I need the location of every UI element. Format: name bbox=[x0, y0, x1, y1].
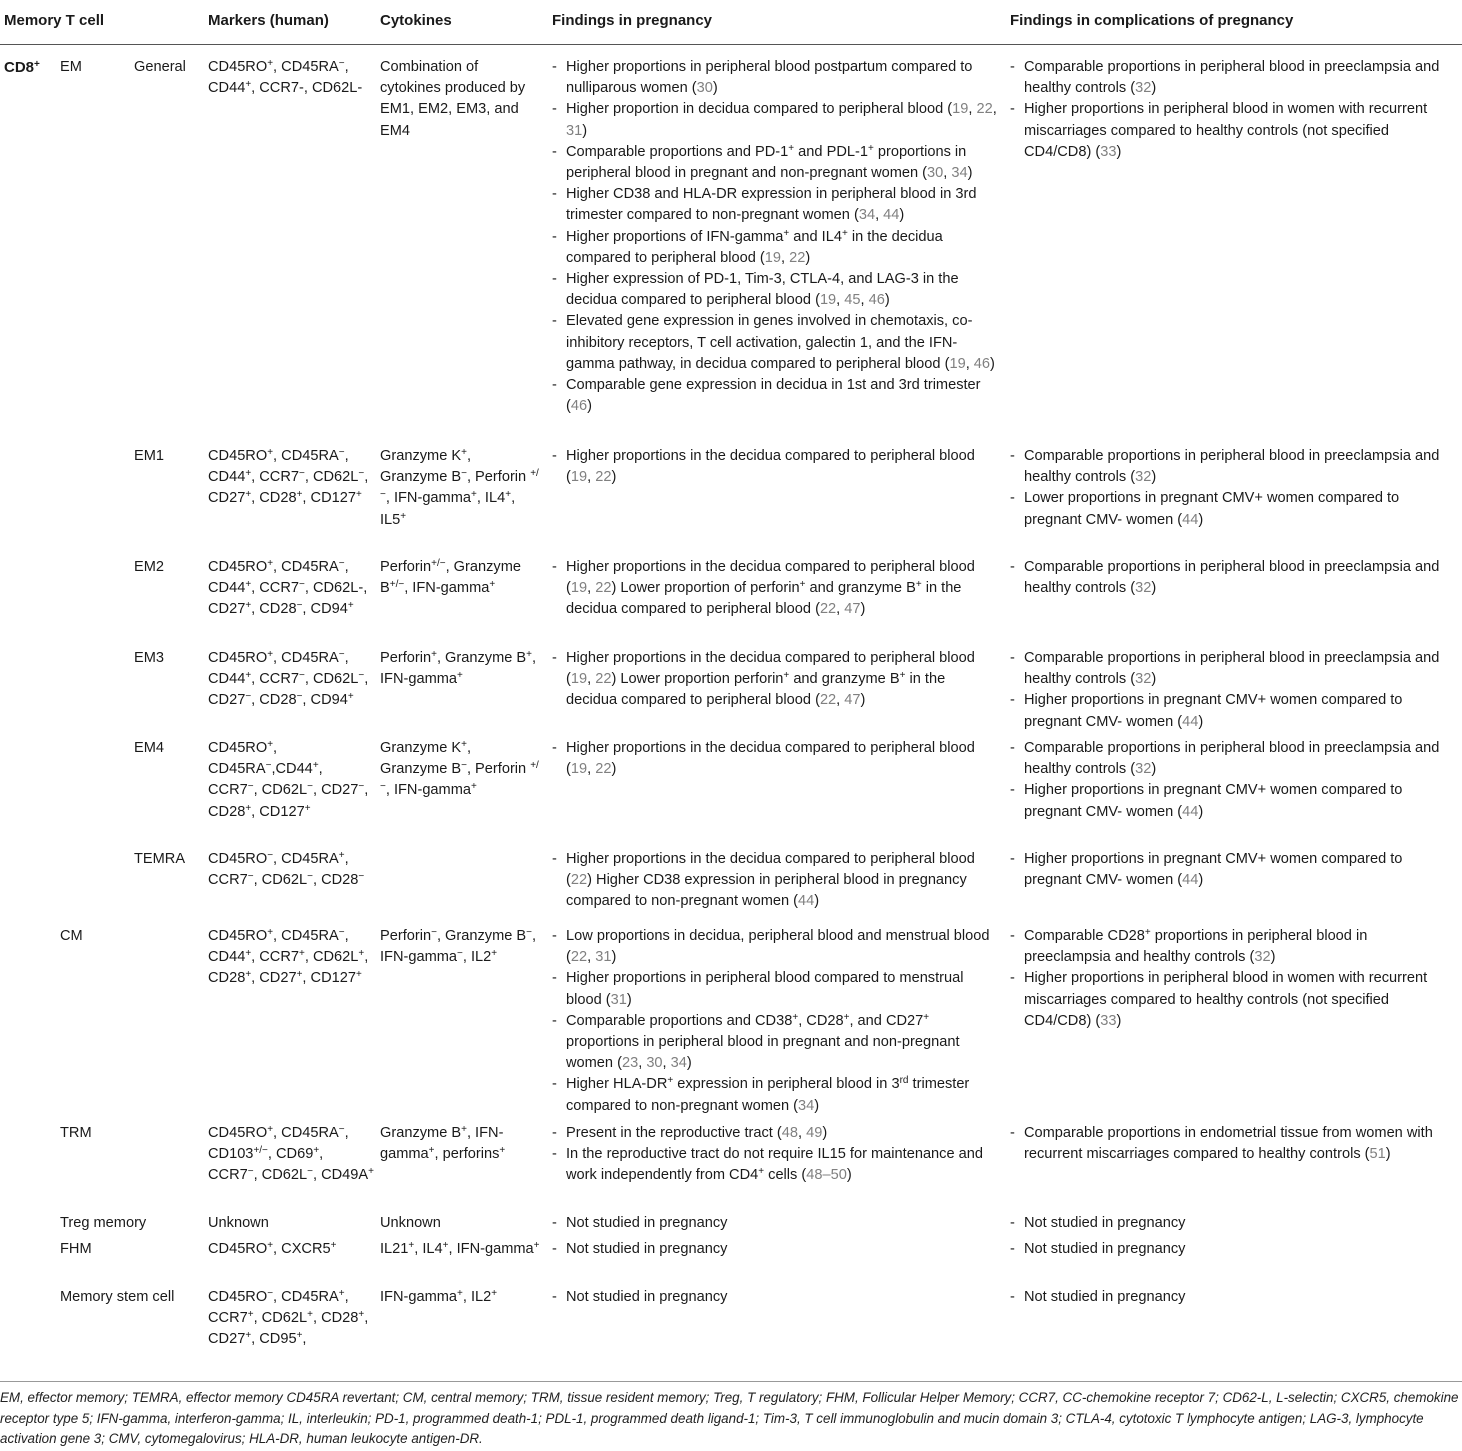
markers-cell: Unknown bbox=[208, 1215, 269, 1231]
finding-item: - Not studied in pregnancy bbox=[1010, 1239, 1458, 1260]
findings-pregnancy-cell bbox=[552, 57, 998, 417]
markers-cell: CD45RO+, CD45RA−, CD44+, CCR7−, CD62L-, CD27+, CD28−, CD94+ bbox=[208, 558, 368, 618]
findings-pregnancy-cell bbox=[552, 1123, 998, 1187]
cytokines-cell: Granzyme B+, IFN-gamma+, perforins+ bbox=[380, 1124, 506, 1163]
markers-cell: CD45RO+, CD45RA−,CD44+, CCR7−, CD62L−, CD27−, CD28+, CD127+ bbox=[208, 739, 369, 820]
table-footnote: EM, effector memory; TEMRA, effector memory CD45RA revertant; CM, central memory; TRM, tissue resident memory; Treg, T regulatory; FHM, Follicular Helper Memory; CCR7, CC-chemokine receptor 7; CD62-L, L-selectin; CXCR5, chemokine receptor type 5; IFN-gamma, interferon-gamma; IL, interleukin; PD-1, programmed death-1; PDL-1, programmed death ligand-1; Tim-3, T cell immunoglobulin and mucin domain 3; CTLA-4, cytotoxic T lymphocyte antigen; LAG-3, lymphocyte activation gene 3; CMV, cytomegalovirus; HLA-DR, human leukocyte antigen-DR. bbox=[0, 1390, 1459, 1446]
findings-complications-cell bbox=[1010, 1239, 1458, 1260]
markers-cell: CD45RO+, CD45RA−, CD103+/−, CD69+, CCR7−, CD62L−, CD49A+ bbox=[208, 1124, 374, 1184]
finding-item: - Comparable proportions in peripheral blood in preeclampsia and healthy controls (32) bbox=[1010, 648, 1458, 690]
finding-item: - Higher HLA-DR+ expression in peripheral blood in 3rd trimester compared to non-pregnant women (34) bbox=[552, 1074, 998, 1116]
finding-item: - Higher proportions in peripheral blood in women with recurrent miscarriages compared to healthy controls (not specified CD4/CD8) (33) bbox=[1010, 99, 1458, 163]
findings-pregnancy-cell bbox=[552, 1287, 998, 1308]
findings-complications-cell bbox=[1010, 57, 1458, 163]
markers-cell: CD45RO−, CD45RA+, CCR7+, CD62L+, CD28+, CD27+, CD95+, bbox=[208, 1288, 369, 1348]
finding-item: - Comparable proportions in peripheral blood in preeclampsia and healthy controls (32) bbox=[1010, 557, 1458, 599]
findings-pregnancy-cell bbox=[552, 446, 998, 488]
cytokines-cell: Granzyme K+, Granzyme B−, Perforin +/−, IFN-gamma+ bbox=[380, 739, 539, 799]
finding-item: - Comparable proportions and PD-1+ and PDL-1+ proportions in peripheral blood in pregnant and non-pregnant women (30, 34) bbox=[552, 142, 998, 184]
findings-complications-cell bbox=[1010, 557, 1458, 599]
subtype-label: General bbox=[134, 59, 186, 75]
cytokines-cell: Perforin+/−, Granzyme B+/−, IFN-gamma+ bbox=[380, 558, 521, 597]
finding-item: - Higher proportions in the decidua compared to peripheral blood (19, 22) Lower proportion perforin+ and granzyme B+ in the decidua compared to peripheral blood (22, 47) bbox=[552, 648, 998, 712]
findings-complications-cell bbox=[1010, 1123, 1458, 1165]
finding-item: - Elevated gene expression in genes involved in chemotaxis, co-inhibitory receptors, T cell activation, galectin 1, and the IFN-gamma pathway, in decidua compared to peripheral blood (19, 46) bbox=[552, 311, 998, 375]
markers-cell: CD45RO+, CD45RA−, CD44+, CCR7+, CD62L+, CD28+, CD27+, CD127+ bbox=[208, 927, 369, 987]
findings-pregnancy-cell bbox=[552, 738, 998, 780]
finding-item: - Higher proportions in the decidua compared to peripheral blood (22) Higher CD38 expression in peripheral blood in pregnancy compared to non-pregnant women (44) bbox=[552, 849, 998, 913]
findings-complications-cell bbox=[1010, 648, 1458, 733]
table-header bbox=[0, 0, 1462, 45]
finding-item: - Higher proportions in the decidua compared to peripheral blood (19, 22) Lower proportion of perforin+ and granzyme B+ in the decidua compared to peripheral blood (22, 47) bbox=[552, 557, 998, 621]
findings-complications-cell bbox=[1010, 1213, 1458, 1234]
finding-item: - Higher proportions in peripheral blood compared to menstrual blood (31) bbox=[552, 968, 998, 1010]
cytokines-cell: IFN-gamma+, IL2+ bbox=[380, 1288, 498, 1305]
cytokines-cell: Combination of cytokines produced by EM1, EM2, EM3, and EM4 bbox=[380, 59, 526, 139]
markers-cell: CD45RO+, CD45RA−, CD44+, CCR7−, CD62L−, CD27−, CD28−, CD94+ bbox=[208, 649, 369, 709]
subtype-label: EM2 bbox=[134, 559, 165, 575]
finding-item: - Comparable proportions and CD38+, CD28+, and CD27+ proportions in peripheral blood in pregnant and non-pregnant women (23, 30, 34) bbox=[552, 1011, 998, 1075]
subset-label: CM bbox=[60, 928, 83, 944]
finding-item: - Higher proportions in the decidua compared to peripheral blood (19, 22) bbox=[552, 446, 998, 488]
finding-item: - Higher proportions in peripheral blood in women with recurrent miscarriages compared to healthy controls (not specified CD4/CD8) (33) bbox=[1010, 968, 1458, 1032]
markers-cell: CD45RO−, CD45RA+, CCR7−, CD62L−, CD28− bbox=[208, 850, 365, 889]
findings-pregnancy-cell bbox=[552, 1213, 998, 1234]
header-findings-complications: Findings in complications of pregnancy bbox=[1010, 12, 1294, 29]
finding-item: - Comparable gene expression in decidua in 1st and 3rd trimester (46) bbox=[552, 375, 998, 417]
finding-item: - Comparable proportions in endometrial tissue from women with recurrent miscarriages compared to healthy controls (51) bbox=[1010, 1123, 1458, 1165]
findings-complications-cell bbox=[1010, 1287, 1458, 1308]
finding-item: - Lower proportions in pregnant CMV+ women compared to pregnant CMV- women (44) bbox=[1010, 488, 1458, 530]
finding-item: - Higher proportions in pregnant CMV+ women compared to pregnant CMV- women (44) bbox=[1010, 690, 1458, 732]
markers-cell: CD45RO+, CXCR5+ bbox=[208, 1240, 337, 1257]
subset-label: FHM bbox=[60, 1241, 92, 1257]
header-cytokines: Cytokines bbox=[380, 12, 452, 29]
finding-item: - Not studied in pregnancy bbox=[1010, 1287, 1458, 1308]
finding-item: - Higher proportions in the decidua compared to peripheral blood (19, 22) bbox=[552, 738, 998, 780]
finding-item: - Higher proportions in pregnant CMV+ women compared to pregnant CMV- women (44) bbox=[1010, 780, 1458, 822]
subset-label: Treg memory bbox=[60, 1215, 147, 1231]
finding-item: - Higher expression of PD-1, Tim-3, CTLA-4, and LAG-3 in the decidua compared to peripheral blood (19, 45, 46) bbox=[552, 269, 998, 311]
findings-complications-cell bbox=[1010, 849, 1458, 891]
cytokines-cell: Perforin−, Granzyme B−, IFN-gamma−, IL2+ bbox=[380, 927, 537, 966]
table-bottom-rule bbox=[0, 1381, 1462, 1382]
finding-item: - Low proportions in decidua, peripheral blood and menstrual blood (22, 31) bbox=[552, 926, 998, 968]
markers-cell: CD45RO+, CD45RA−, CD44+, CCR7-, CD62L- bbox=[208, 58, 363, 97]
finding-item: - Not studied in pregnancy bbox=[552, 1287, 998, 1308]
cytokines-cell: IL21+, IL4+, IFN-gamma+ bbox=[380, 1240, 540, 1257]
finding-item: - Higher proportions in peripheral blood postpartum compared to nulliparous women (30) bbox=[552, 57, 998, 99]
finding-item: - Present in the reproductive tract (48, 49) bbox=[552, 1123, 998, 1144]
subtype-label: EM1 bbox=[134, 448, 165, 464]
findings-complications-cell bbox=[1010, 738, 1458, 823]
finding-item: - Not studied in pregnancy bbox=[552, 1213, 998, 1234]
cytokines-cell: Perforin+, Granzyme B+, IFN-gamma+ bbox=[380, 649, 537, 688]
finding-item: - Higher proportions of IFN-gamma+ and IL4+ in the decidua compared to peripheral blood (19, 22) bbox=[552, 227, 998, 269]
findings-complications-cell bbox=[1010, 926, 1458, 1032]
subset-label: Memory stem cell bbox=[60, 1289, 175, 1305]
findings-pregnancy-cell bbox=[552, 926, 998, 1117]
finding-item: - Higher CD38 and HLA-DR expression in peripheral blood in 3rd trimester compared to non-pregnant women (34, 44) bbox=[552, 184, 998, 226]
subset-label: EM bbox=[60, 59, 82, 75]
header-memory-t-cell: Memory T cell bbox=[4, 12, 105, 29]
findings-pregnancy-cell bbox=[552, 557, 998, 621]
findings-complications-cell bbox=[1010, 446, 1458, 531]
finding-item: - Comparable CD28+ proportions in peripheral blood in preeclampsia and healthy controls (32) bbox=[1010, 926, 1458, 968]
finding-item: - Not studied in pregnancy bbox=[1010, 1213, 1458, 1234]
finding-item: - Higher proportion in decidua compared to peripheral blood (19, 22, 31) bbox=[552, 99, 998, 141]
finding-item: - Comparable proportions in peripheral blood in preeclampsia and healthy controls (32) bbox=[1010, 738, 1458, 780]
subset-label: TRM bbox=[60, 1125, 92, 1141]
cytokines-cell: Granzyme K+, Granzyme B−, Perforin +/−, IFN-gamma+, IL4+, IL5+ bbox=[380, 447, 539, 528]
finding-item: - In the reproductive tract do not require IL15 for maintenance and work independently from CD4+ cells (48–50) bbox=[552, 1144, 998, 1186]
header-markers: Markers (human) bbox=[208, 12, 329, 29]
finding-item: - Not studied in pregnancy bbox=[552, 1239, 998, 1260]
subtype-label: EM3 bbox=[134, 650, 165, 666]
finding-item: - Comparable proportions in peripheral blood in preeclampsia and healthy controls (32) bbox=[1010, 446, 1458, 488]
subtype-label: TEMRA bbox=[134, 851, 186, 867]
finding-item: - Higher proportions in pregnant CMV+ women compared to pregnant CMV- women (44) bbox=[1010, 849, 1458, 891]
markers-cell: CD45RO+, CD45RA−, CD44+, CCR7−, CD62L−, CD27+, CD28+, CD127+ bbox=[208, 447, 369, 507]
header-findings-pregnancy: Findings in pregnancy bbox=[552, 12, 713, 29]
findings-pregnancy-cell bbox=[552, 1239, 998, 1260]
subtype-label: EM4 bbox=[134, 740, 165, 756]
group-label: CD8+ bbox=[4, 59, 40, 76]
findings-pregnancy-cell bbox=[552, 849, 998, 913]
finding-item: - Comparable proportions in peripheral blood in preeclampsia and healthy controls (32) bbox=[1010, 57, 1458, 99]
findings-pregnancy-cell bbox=[552, 648, 998, 712]
cytokines-cell: Unknown bbox=[380, 1215, 441, 1231]
